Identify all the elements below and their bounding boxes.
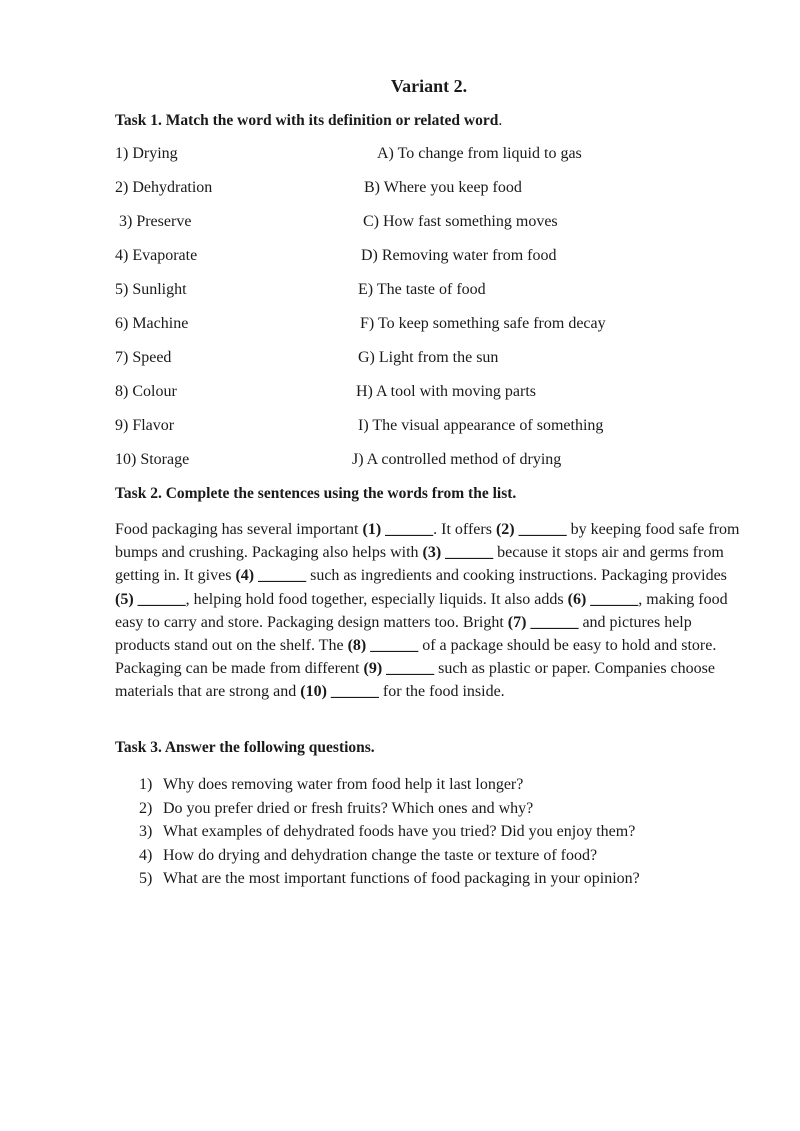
question-text: How do drying and dehydration change the taste or texture of food? [163,846,598,864]
blank-10: (10) ______ [300,683,379,701]
question-item [139,773,640,797]
match-definition-d: D) Removing water from food [361,247,557,264]
match-word-7: 7) Speed [115,349,172,366]
question-text: What examples of dehydrated foods have you tried? Did you enjoy them? [163,823,636,840]
task2-text: of a package should be easy to hold and store. Packaging can be made from different [115,637,717,678]
match-word-3: 3) Preserve [115,213,192,230]
match-word-2: 2) Dehydration [115,179,213,196]
blank-7: (7) ______ [507,613,579,631]
match-word-9: 9) Flavor [115,417,175,434]
question-text: Do you prefer dried or fresh fruits? Which ones and why? [163,799,534,817]
question-item [139,797,640,821]
page-title: Variant 2. [390,76,468,96]
blank-3: (3) ______ [422,544,494,562]
match-word-10: 10) Storage [115,451,190,468]
question-number: 5) [139,870,153,887]
task3-heading: Task 3. Answer the following questions. [115,739,375,756]
blank-2: (2) ______ [495,521,567,538]
task2-text: , helping hold food together, especially liquids. It also adds [185,590,568,608]
task2-text: Food packaging has several important [115,521,363,538]
question-number: 2) [139,799,153,817]
task2-text: such as plastic or paper. Companies choose materials that are strong and [115,660,715,701]
task2-text: for the food inside. [378,683,505,701]
question-item [139,844,640,868]
task2-text: such as ingredients and cooking instructions. Packaging provides [306,567,727,585]
task2-text: because it stops air and germs from getting in. It gives [115,544,724,585]
match-definition-e: E) The taste of food [358,281,486,298]
question-number: 4) [139,846,153,864]
blank-8: (8) ______ [347,637,419,655]
task2-text: , making food easy to carry and store. Packaging design matters too. Bright [115,590,728,631]
blank-9: (9) ______ [363,660,435,678]
match-word-8: 8) Colour [115,383,177,400]
blank-5: (5) ______ [115,590,186,608]
match-word-5: 5) Sunlight [115,281,187,298]
blank-6: (6) ______ [567,590,639,608]
match-definition-a: A) To change from liquid to gas [377,145,582,162]
task2-text: by keeping food safe from bumps and crushing. Packaging also helps with [115,521,740,562]
question-text: Why does removing water from food help it last longer? [163,776,524,793]
question-text: What are the most important functions of food packaging in your opinion? [163,870,640,887]
task1-heading-period: . [498,112,503,129]
match-definition-j: J) A controlled method of drying [352,451,562,468]
task2-heading: Task 2. Complete the sentences using the words from the list. [115,485,517,502]
match-definition-b: B) Where you keep food [364,179,522,196]
question-list [139,773,640,891]
match-word-4: 4) Evaporate [115,247,198,264]
task1-heading [115,112,502,130]
question-number: 1) [139,776,153,793]
question-number: 3) [139,823,153,840]
question-item [139,867,640,891]
task1-heading-text: Task 1. Match the word with its definition or related word [115,112,499,129]
match-definition-h: H) A tool with moving parts [356,383,536,400]
task2-paragraph [115,518,740,704]
blank-4: (4) ______ [235,567,307,585]
question-item [139,820,640,844]
match-word-6: 6) Machine [115,315,189,332]
match-definition-g: G) Light from the sun [358,349,499,366]
task2-text: . It offers [433,521,496,538]
match-definition-f: F) To keep something safe from decay [360,315,606,332]
blank-1: (1) ______ [362,521,434,538]
match-definition-c: C) How fast something moves [363,213,558,230]
task2-text: and pictures help products stand out on the shelf. The [115,613,692,655]
match-definition-i: I) The visual appearance of something [358,417,604,434]
match-word-1: 1) Drying [115,145,178,162]
